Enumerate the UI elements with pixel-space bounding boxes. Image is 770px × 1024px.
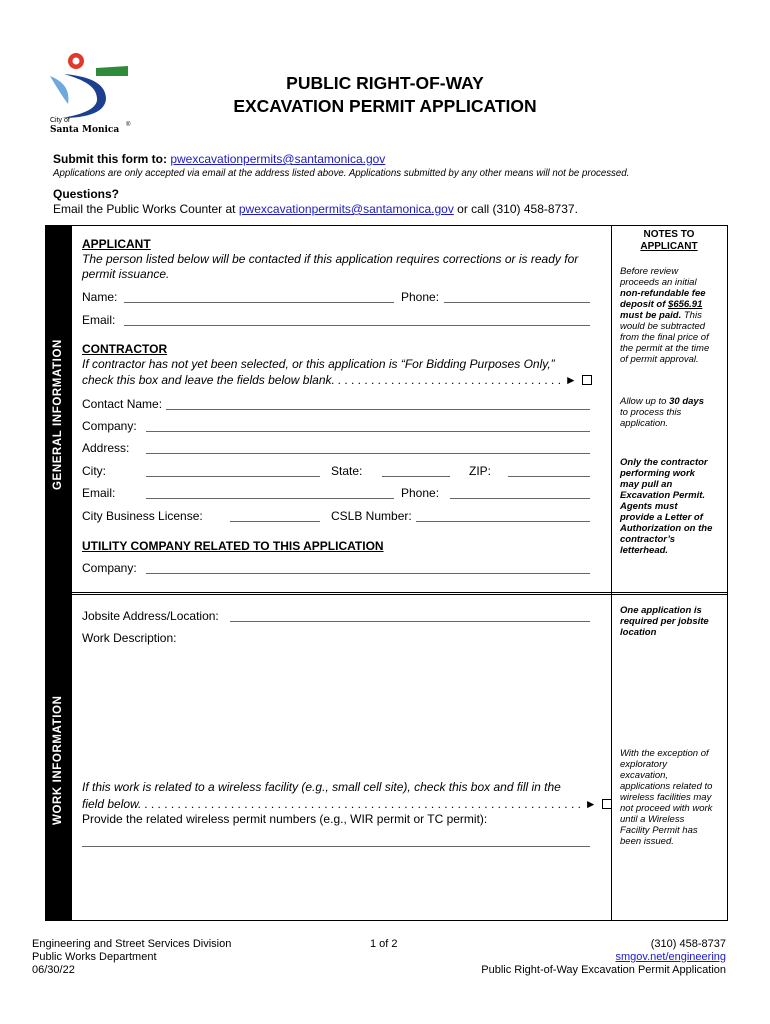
contractor-description-1: If contractor has not yet been selected, or this application is “For Bidding Purposes Only,”	[82, 357, 555, 371]
contractor-bidding-checkbox[interactable]	[582, 375, 592, 385]
note-fee-deposit	[620, 266, 724, 365]
jobsite-field[interactable]	[230, 621, 590, 622]
note-processing-time	[620, 396, 724, 429]
note-jobsite-line: required per jobsite	[620, 616, 709, 627]
logo-city-small: City of	[50, 117, 70, 124]
note-contractor-permit	[620, 457, 726, 556]
applicant-description: The person listed below will be contacted if this application requires corrections or is ready for permit issuance.	[82, 252, 579, 281]
title-line-1: PUBLIC RIGHT-OF-WAY	[286, 73, 484, 93]
footer-page-number: 1 of 2	[370, 938, 398, 950]
utility-company-label: Company:	[82, 561, 137, 575]
city-logo	[40, 46, 140, 141]
note-wireless-line: exploratory	[620, 759, 667, 770]
contractor-description-2	[82, 373, 592, 387]
wireless-prompt-1: If this work is related to a wireless facility (e.g., small cell site), check this box and fill in the	[82, 780, 561, 794]
santa-monica-logo-icon	[40, 46, 140, 124]
contractor-contact-field[interactable]	[166, 409, 590, 410]
note-contractor-line: performing work	[620, 468, 695, 479]
note-wireless	[620, 748, 726, 847]
footer-phone: (310) 458-8737	[650, 938, 726, 950]
note-wireless-line: wireless facilities may	[620, 792, 712, 803]
contractor-zip-field[interactable]	[508, 476, 590, 477]
contractor-zip-label: ZIP:	[469, 464, 492, 478]
note-contractor-line: may pull an	[620, 479, 673, 490]
notes-heading-line-2: APPLICANT	[640, 241, 698, 252]
submit-note: Applications are only accepted via email at the address listed above. Applications submitted by any other means will not be processed.	[53, 168, 630, 179]
wireless-numbers-field[interactable]	[82, 846, 590, 847]
note-contractor-line: Excavation Permit.	[620, 490, 706, 501]
wireless-checkbox[interactable]	[602, 799, 612, 809]
contractor-cslb-label: CSLB Number:	[331, 509, 412, 523]
questions-email-link[interactable]: pwexcavationpermits@santamonica.gov	[238, 202, 454, 216]
note-wireless-line: not proceed with work	[620, 803, 713, 814]
note-wireless-line: applications related to	[620, 781, 713, 792]
contractor-company-label: Company:	[82, 419, 137, 433]
note-fee-amount: $656.91	[668, 299, 703, 310]
note-fee-line: of permit approval.	[620, 354, 699, 365]
footer-right	[481, 938, 726, 977]
notes-divider	[611, 225, 612, 920]
note-fee-line: non-refundable fee	[620, 288, 706, 299]
footer-department: Public Works Department	[32, 951, 157, 963]
note-jobsite-line: One application is	[620, 605, 702, 616]
contractor-cslb-field[interactable]	[416, 521, 590, 522]
applicant-phone-field[interactable]	[444, 302, 590, 303]
note-fee-line: Before review	[620, 266, 679, 277]
wireless-numbers-label: Provide the related wireless permit numbers (e.g., WIR permit or TC permit):	[82, 812, 488, 826]
note-wireless-line: excavation,	[620, 770, 669, 781]
notes-heading	[612, 229, 726, 253]
contractor-address-label: Address:	[82, 441, 130, 455]
contractor-email-field[interactable]	[146, 498, 394, 499]
note-fee-rest: This	[683, 310, 702, 321]
contractor-email-label: Email:	[82, 486, 116, 500]
note-fee-bold-tail: must be paid.	[620, 310, 682, 321]
note-contractor-line: provide a Letter of	[620, 512, 703, 523]
work-description-area[interactable]	[82, 648, 602, 774]
note-wireless-line: With the exception of	[620, 748, 709, 759]
contractor-address-field[interactable]	[146, 453, 590, 454]
contractor-city-label: City:	[82, 464, 106, 478]
note-fee-line: the permit at the time	[620, 343, 710, 354]
footer-form-title: Public Right-of-Way Excavation Permit Application	[481, 964, 726, 976]
contractor-license-field[interactable]	[230, 521, 320, 522]
footer-website-link[interactable]: smgov.net/engineering	[615, 951, 726, 963]
applicant-name-label: Name:	[82, 290, 118, 304]
contractor-heading: CONTRACTOR	[82, 342, 168, 356]
note-processing-days: 30 days	[669, 396, 704, 407]
wireless-checkbox-prompt: field below. . . . . . . . . . . . . . . . . . . . . . . . . . . . . . . . . . . . . . . . . . . . . . . . . . . . . . . . . . . . . . . . . . . ►	[82, 797, 597, 811]
questions-text: Email the Public Works Counter at	[53, 202, 236, 216]
contractor-company-field[interactable]	[146, 431, 590, 432]
contractor-state-label: State:	[331, 464, 363, 478]
note-contractor-line: letterhead.	[620, 545, 669, 556]
note-processing-line	[620, 396, 724, 407]
applicant-email-label: Email:	[82, 313, 116, 327]
contractor-phone-label: Phone:	[401, 486, 440, 500]
note-contractor-line: contractor’s	[620, 534, 676, 545]
logo-city-name: Santa Monica	[50, 125, 120, 135]
notes-heading-line-1: NOTES TO	[643, 229, 695, 240]
footer-division: Engineering and Street Services Division	[32, 938, 232, 950]
footer-left	[32, 938, 231, 977]
questions-phone-text: or call (310) 458-8737.	[457, 202, 578, 216]
wireless-prompt-2	[82, 797, 612, 811]
applicant-email-field[interactable]	[124, 325, 590, 326]
logo-registered-mark: ®	[126, 122, 131, 128]
general-side-label: GENERAL INFORMATION	[52, 339, 64, 490]
note-fee-line: would be subtracted	[620, 321, 706, 332]
title-line-2: EXCAVATION PERMIT APPLICATION	[233, 96, 537, 116]
submit-instructions	[53, 152, 385, 166]
submit-email-link[interactable]: pwexcavationpermits@santamonica.gov	[170, 152, 386, 166]
contractor-phone-field[interactable]	[450, 498, 590, 499]
page-title	[150, 72, 620, 118]
submit-label: Submit this form to:	[53, 152, 167, 166]
questions-line	[53, 202, 578, 216]
applicant-name-field[interactable]	[124, 302, 394, 303]
contractor-license-label: City Business License:	[82, 509, 203, 523]
contractor-city-field[interactable]	[146, 476, 320, 477]
applicant-phone-label: Phone:	[401, 290, 440, 304]
note-fee-line: from the final price of	[620, 332, 709, 343]
utility-heading: UTILITY COMPANY RELATED TO THIS APPLICATION	[82, 539, 384, 553]
questions-heading: Questions?	[53, 187, 120, 201]
note-wireless-line: been issued.	[620, 836, 674, 847]
note-fee-line	[620, 299, 724, 310]
note-one-per-jobsite	[620, 605, 724, 638]
note-processing-prefix: Allow up to	[620, 396, 667, 407]
applicant-heading: APPLICANT	[82, 237, 151, 251]
note-contractor-line: Authorization on the	[620, 523, 713, 534]
note-contractor-line: Only the contractor	[620, 457, 708, 468]
note-wireless-line: Facility Permit has	[620, 825, 698, 836]
work-side-label: WORK INFORMATION	[52, 695, 64, 825]
note-jobsite-line: location	[620, 627, 657, 638]
note-fee-line: proceeds an initial	[620, 277, 697, 288]
contractor-contact-label: Contact Name:	[82, 397, 163, 411]
contractor-state-field[interactable]	[382, 476, 450, 477]
note-fee-line	[620, 310, 724, 321]
note-contractor-line: Agents must	[620, 501, 678, 512]
utility-company-field[interactable]	[146, 573, 590, 574]
contractor-checkbox-prompt: check this box and leave the fields below blank. . . . . . . . . . . . . . . . . . . . . . . . . . . . . . . . . . . ►	[82, 373, 577, 387]
note-fee-text: deposit of	[620, 299, 666, 310]
note-processing-line: application.	[620, 418, 669, 429]
footer-date: 06/30/22	[32, 964, 75, 976]
note-processing-line: to process this	[620, 407, 682, 418]
note-wireless-line: until a Wireless	[620, 814, 685, 825]
jobsite-label: Jobsite Address/Location:	[82, 609, 219, 623]
work-description-label: Work Description:	[82, 631, 177, 645]
